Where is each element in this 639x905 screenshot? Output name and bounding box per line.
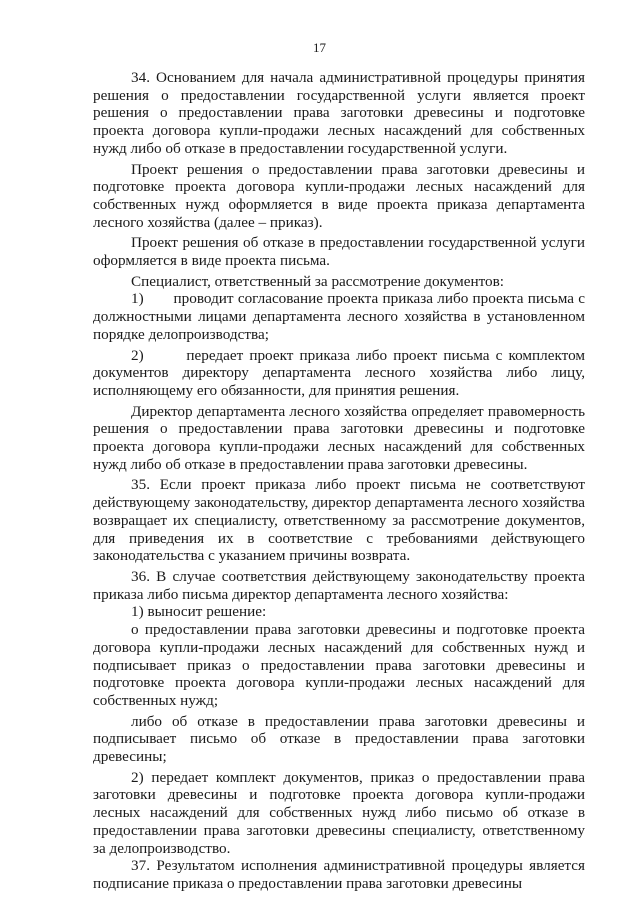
paragraph-36-refuse: либо об отказе в предоставлении права заготовки древесины и подписывает письмо об отказе в предоставлении права заготовки древесины; (93, 712, 585, 766)
page-number: 17 (313, 40, 326, 55)
paragraph-36: 36. В случае соответствия действующему законодательству проекта приказа либо письма директор департамента лесного хозяйства: (93, 567, 585, 603)
paragraph-36-grant: о предоставлении права заготовки древесины и подготовке проекта договора купли-продажи лесных насаждений для собственных нужд и подписывает приказ о предоставлении права заготовки древесины и подготовке проекта договора купли-продажи лесных насаждений для собственных нужд; (93, 621, 585, 709)
paragraph-36-item-2: 2) передает комплект документов, приказ о предоставлении права заготовки древесины и подготовке проекта договора купли-продажи лесных насаждений для собственных нужд либо письмо об отказе в предоставлении права заготовки древесины специалисту, ответственному за делопроизводство. (93, 768, 585, 857)
paragraph-37: 37. Результатом исполнения административной процедуры является подписание приказа о предоставлении права заготовки древесины (93, 857, 585, 892)
paragraph-director-decision: Директор департамента лесного хозяйства определяет правомерность решения о предоставлении права заготовки древесины и подготовке проекта договора купли-продажи лесных насаждений для собственных нужд либо об отказе в предоставлении права заготовки древесины. (93, 402, 585, 473)
list-item-2: 2) передает проект приказа либо проект письма с комплектом документов директору департамента лесного хозяйства либо лицу, исполняющему его обязанности, для принятия решения. (93, 346, 585, 399)
paragraph-order-draft: Проект решения о предоставлении права заготовки древесины и подготовке проекта договора купли-продажи лесных насаждений для собственных нужд оформляется в виде проекта приказа департамента лесного хозяйства (далее – приказ). (93, 160, 585, 231)
paragraph-specialist-intro: Специалист, ответственный за рассмотрение документов: (131, 272, 505, 290)
document-body (93, 69, 585, 893)
list-item-1: 1) проводит согласование проекта приказа либо проекта письма с должностными лицами департамента лесного хозяйства в установленном порядке делопроизводства; (93, 290, 585, 343)
paragraph-refusal-draft: Проект решения об отказе в предоставлении государственной услуги оформляется в виде проекта письма. (93, 234, 585, 270)
paragraph-34: 34. Основанием для начала административной процедуры принятия решения о предоставлении государственной услуги является проект решения о предоставлении права заготовки древесины и подготовке проекта договора купли-продажи лесных насаждений для собственных нужд либо об отказе в предоставлении государственной услуги. (93, 69, 585, 157)
paragraph-35: 35. Если проект приказа либо проект письма не соответствуют действующему законодательству, директор департамента лесного хозяйства возвращает их специалисту, ответственному за рассмотрение документов, для приведения их в соответствие с требованиями действующего законодательства с указанием причины возврата. (93, 476, 585, 565)
paragraph-36-item-1: 1) выносит решение: (131, 603, 267, 621)
